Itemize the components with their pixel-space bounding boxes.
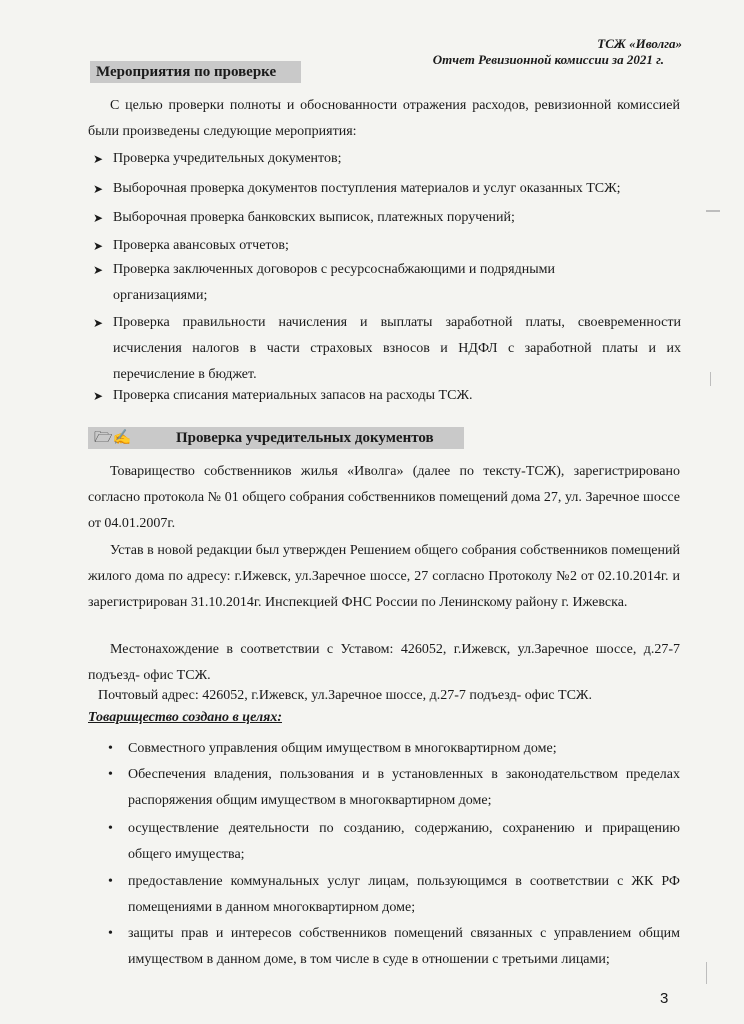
list-item: • осуществление деятельности по созданию, содержанию, сохранению и приращению общего имущества; [108, 816, 680, 868]
para-postal-address: Почтовый адрес: 426052, г.Ижевск, ул.Заречное шоссе, д.27-7 подъезд- офис ТСЖ. [98, 688, 592, 703]
arrow-bullet-icon: ➤ [93, 152, 104, 166]
list-item: ➤ Проверка авансовых отчетов; [93, 233, 681, 259]
page-number: 3 [660, 990, 669, 1007]
list-item: ➤ Проверка правильности начисления и выплаты заработной платы, своевременности исчисления налогов в части страховых взносов и НДФЛ с заработной платы и их перечисление в бюджет. [93, 310, 681, 388]
bullet-dot-icon: • [108, 767, 113, 782]
list-item: ➤ Проверка списания материальных запасов на расходы ТСЖ. [93, 383, 681, 409]
scan-artifact [706, 210, 720, 212]
list-item: ➤ Проверка учредительных документов; [93, 146, 681, 172]
bullet-dot-icon: • [108, 926, 113, 941]
bullet-dot-icon: • [108, 741, 113, 756]
list-item: • Совместного управления общим имуществом в многоквартирном доме; [108, 736, 680, 762]
list-item: ➤ Проверка заключенных договоров с ресурсоснабжающими и подрядными организациями; [93, 257, 613, 309]
section-heading-text: Проверка учредительных документов [176, 430, 434, 446]
arrow-bullet-icon: ➤ [93, 316, 104, 330]
list-item: • защиты прав и интересов собственников помещений связанных с управлением общим имуществом в данном доме, в том числе в суде в отношении с третьими лицами; [108, 921, 680, 973]
header-org: ТСЖ «Иволга» [597, 36, 682, 51]
arrow-bullet-icon: ➤ [93, 182, 104, 196]
section-heading-inspection-measures: Мероприятия по проверке [90, 61, 301, 83]
scan-artifact [706, 962, 707, 984]
list-item: • предоставление коммунальных услуг лицам, пользующимся в соответствии с ЖК РФ помещениями в данном многоквартирном доме; [108, 869, 680, 921]
bullet-dot-icon: • [108, 821, 113, 836]
list-item: ➤ Выборочная проверка документов поступления материалов и услуг оказанных ТСЖ; [93, 176, 681, 202]
section-heading-founding-documents [88, 427, 464, 449]
section1-intro: С целью проверки полноты и обоснованности отражения расходов, ревизионной комиссией были произведены следующие мероприятия: [88, 98, 680, 139]
arrow-bullet-icon: ➤ [93, 389, 104, 403]
scan-artifact [710, 372, 711, 386]
goals-heading: Товарищество создано в целях: [88, 710, 282, 725]
para-charter: Устав в новой редакции был утвержден Решением общего собрания собственников помещений жилого дома по адресу: г.Ижевск, ул.Заречное шоссе, 27 согласно Протоколу №2 от 02.10.2014г. и зарегистрирован 31.10.2014г. Инспекцией ФНС России по Ленинскому району г. Ижевска. [88, 543, 680, 610]
bullet-dot-icon: • [108, 874, 113, 889]
arrow-bullet-icon: ➤ [93, 239, 104, 253]
list-item: • Обеспечения владения, пользования и в установленных в законодательством пределах распоряжения общим имуществом в многоквартирном доме; [108, 762, 680, 814]
arrow-bullet-icon: ➤ [93, 211, 104, 225]
arrow-bullet-icon: ➤ [93, 263, 104, 277]
para-location: Местонахождение в соответствии с Уставом: 426052, г.Ижевск, ул.Заречное шоссе, д.27-7 подъезд- офис ТСЖ. [88, 642, 680, 683]
list-item: ➤ Выборочная проверка банковских выписок, платежных поручений; [93, 205, 681, 231]
para-registration: Товарищество собственников жилья «Иволга» (далее по тексту-ТСЖ), зарегистрировано согласно протокола № 01 общего собрания собственников помещений дома 27, ул. Заречное шоссе от 04.01.2007г. [88, 464, 680, 531]
folder-writing-hand-icon: 🗁✍ [94, 430, 132, 446]
header-report-title: Отчет Ревизионной комиссии за 2021 г. [432, 52, 664, 67]
